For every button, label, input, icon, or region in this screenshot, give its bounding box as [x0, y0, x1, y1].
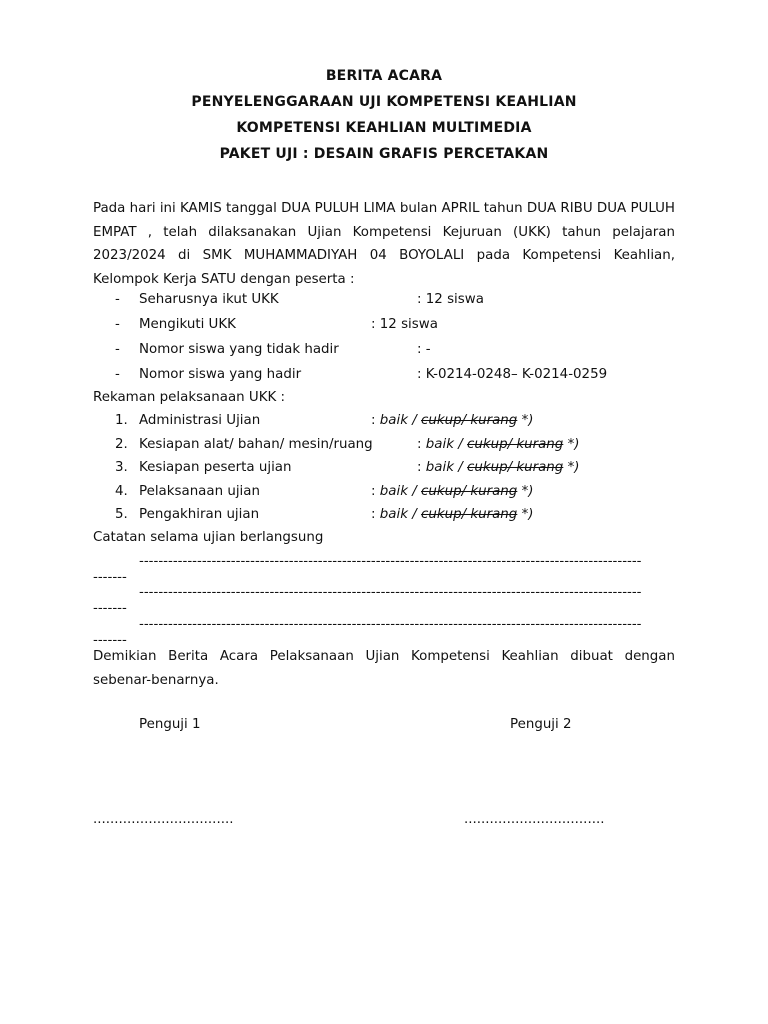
participant-value: : 12 siswa [417, 292, 484, 307]
intro-paragraph: Pada hari ini KAMIS tanggal DUA PULUH LIMA bulan APRIL tahun DUA RIBU DUA PULUH EMPAT , telah dilaksanakan Ujian Kompetensi Kejuruan (UKK) tahun pelajaran 2023/2024 di SMK MUHAMMADIYAH 04 BOYOLALI pada Kompetensi Keahlian, Kelompok Kerja SATU dengan peserta : [93, 201, 675, 287]
rating-baik: baik / [425, 437, 467, 452]
list-bullet: - [115, 367, 120, 382]
participant-value: : K-0214-0248– K-0214-0259 [417, 367, 608, 382]
closing-paragraph: Demikian Berita Acara Pelaksanaan Ujian Kompetensi Keahlian dibuat dengan sebenar-benarnya. [93, 649, 675, 688]
rekaman-rating [371, 413, 534, 428]
rating-baik: baik / [379, 507, 421, 522]
rekaman-item-label: Pengakhiran ujian [139, 507, 260, 522]
signature-line-2: ................................. [464, 812, 605, 827]
rating-struck: cukup/ kurang [421, 413, 518, 428]
catatan-label: Catatan selama ujian berlangsung [93, 530, 324, 545]
rekaman-rating [371, 484, 534, 499]
list-bullet: - [115, 317, 120, 332]
list-bullet: - [115, 292, 120, 307]
doc-title-line-1: BERITA ACARA [325, 68, 443, 84]
notes-dash-line: -------------------------------------------------------------------------------------------------------- [139, 554, 642, 569]
rating-struck: cukup/ kurang [421, 507, 518, 522]
signature-label-1: Penguji 1 [139, 717, 201, 732]
rating-note: *) [517, 484, 534, 499]
participant-value: : - [417, 342, 431, 357]
rekaman-number: 4. [115, 484, 128, 499]
rekaman-item-label: Kesiapan alat/ bahan/ mesin/ruang [139, 437, 373, 452]
participant-label: Seharusnya ikut UKK [139, 292, 279, 307]
rating-note: *) [517, 413, 534, 428]
participant-value: : 12 siswa [371, 317, 438, 332]
rating-note: *) [563, 437, 580, 452]
notes-dash-line: -------------------------------------------------------------------------------------------------------- [139, 617, 642, 632]
list-bullet: - [115, 342, 120, 357]
rating-struck: cukup/ kurang [421, 484, 518, 499]
rating-colon: : [371, 507, 380, 522]
rating-baik: baik / [379, 413, 421, 428]
rating-struck: cukup/ kurang [467, 460, 564, 475]
doc-title-line-3: KOMPETENSI KEAHLIAN MULTIMEDIA [236, 120, 532, 136]
rating-baik: baik / [425, 460, 467, 475]
rating-note: *) [517, 507, 534, 522]
participant-label: Mengikuti UKK [139, 317, 236, 332]
rating-colon: : [371, 413, 380, 428]
rating-struck: cukup/ kurang [467, 437, 564, 452]
notes-dash-line: -------------------------------------------------------------------------------------------------------- [139, 585, 642, 600]
participant-label: Nomor siswa yang tidak hadir [139, 342, 339, 357]
rekaman-number: 3. [115, 460, 128, 475]
rekaman-item-label: Kesiapan peserta ujian [139, 460, 292, 475]
rekaman-label: Rekaman pelaksanaan UKK : [93, 390, 286, 405]
rekaman-rating [371, 507, 534, 522]
rekaman-number: 2. [115, 437, 128, 452]
rekaman-number: 1. [115, 413, 128, 428]
rating-note: *) [563, 460, 580, 475]
rekaman-number: 5. [115, 507, 128, 522]
notes-dash-line: ------- [93, 633, 127, 648]
rekaman-item-label: Administrasi Ujian [139, 413, 261, 428]
rating-colon: : [417, 460, 426, 475]
notes-dash-line: ------- [93, 601, 127, 616]
doc-title-line-2: PENYELENGGARAAN UJI KOMPETENSI KEAHLIAN [191, 94, 577, 110]
participant-label: Nomor siswa yang hadir [139, 367, 302, 382]
rekaman-rating [417, 460, 580, 475]
notes-dash-line: ------- [93, 570, 127, 585]
signature-label-2: Penguji 2 [510, 717, 572, 732]
rating-colon: : [371, 484, 380, 499]
doc-title-line-4: PAKET UJI : DESAIN GRAFIS PERCETAKAN [219, 146, 549, 162]
rating-baik: baik / [379, 484, 421, 499]
rating-colon: : [417, 437, 426, 452]
signature-line-1: ................................. [93, 812, 234, 827]
rekaman-item-label: Pelaksanaan ujian [139, 484, 260, 499]
rekaman-rating [417, 437, 580, 452]
